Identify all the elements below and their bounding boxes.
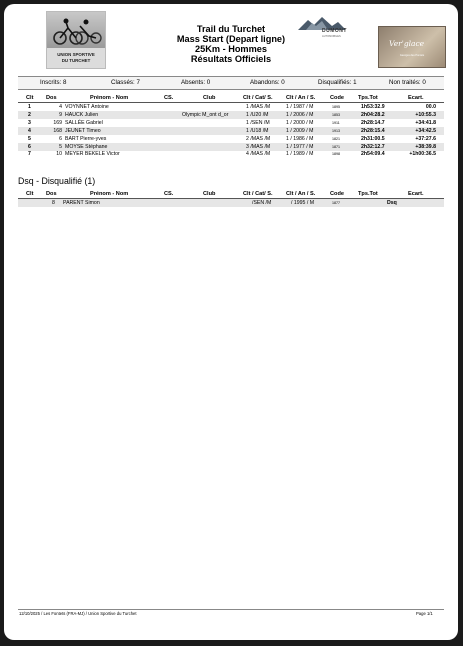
cell-time: 2h31:00.5 xyxy=(361,135,385,142)
cell-name: MEYER BEKELE Victor xyxy=(65,151,120,158)
cell-time: 2h32:12.7 xyxy=(361,143,385,150)
cell-time: 2h28:14.7 xyxy=(361,119,385,126)
race-name: 25Km - Hommes xyxy=(195,44,267,54)
cell-time: 2h28:15.4 xyxy=(361,127,385,134)
cell-clt: 7 xyxy=(28,151,31,158)
cell-time: 2h04:28.2 xyxy=(361,111,385,118)
cell-dos: 5 xyxy=(59,143,62,150)
cell-dos: 169 xyxy=(53,119,62,126)
table-row xyxy=(18,127,444,135)
cell-cltan: 1 / 2006 / M xyxy=(286,111,314,118)
summary-abandons: Abandons: 0 xyxy=(250,79,285,86)
cell-cltcat: 3 /MAS /M xyxy=(246,143,271,150)
cell-cltcat: 1 /MAS /M xyxy=(246,104,271,110)
cell-clt: 1 xyxy=(28,104,31,110)
cell-dos: 6 xyxy=(59,135,62,142)
table-row xyxy=(18,103,444,111)
page-number: Page 1/1 xyxy=(416,611,433,616)
cell-clt: 6 xyxy=(28,143,31,150)
cell-gap: +1h00:36.5 xyxy=(409,151,436,158)
table-row xyxy=(18,135,444,143)
cell-dos: 9 xyxy=(59,111,62,118)
cell-code: 1853 xyxy=(332,112,340,117)
table-row xyxy=(18,111,444,119)
cell-cltan: 1 / 2000 / M xyxy=(286,119,314,126)
footer-divider xyxy=(18,609,444,610)
cell-name: SALLÉE Gabriel xyxy=(65,119,103,126)
cell-clt: 5 xyxy=(28,135,31,142)
dsq-row: 8 PARENT Simon /SEN /M / 1995 / M 1877 Dsq xyxy=(18,199,444,207)
cell-gap: +34:41.8 xyxy=(415,119,436,126)
summary-bar xyxy=(18,76,444,90)
cell-time: 2h54:09.4 xyxy=(361,151,385,158)
cell-time: 1h53:32.9 xyxy=(361,104,385,110)
cell-gap: +37:27.6 xyxy=(415,135,436,142)
cell-cltcat: 1 /SEN /M xyxy=(246,119,270,126)
cell-code: 1871 xyxy=(332,144,340,149)
cell-cltan: 1 / 1989 / M xyxy=(286,151,314,158)
cell-name: VOYNNET Antoine xyxy=(65,104,109,110)
table-row xyxy=(18,143,444,151)
dsq-section-title: Dsq - Disqualifié (1) xyxy=(18,176,96,186)
summary-non-traites: Non traités: 0 xyxy=(389,79,426,86)
summary-absents: Absents: 0 xyxy=(181,79,211,86)
cell-gap: 00.0 xyxy=(425,104,436,110)
results-page xyxy=(4,4,458,640)
cell-clt: 3 xyxy=(28,119,31,126)
dumont-logo: DUMONT AUTOMOBILES xyxy=(298,14,364,42)
results-label: Résultats Officiels xyxy=(190,54,272,64)
summary-disqualifies: Disqualifiés: 1 xyxy=(318,79,357,86)
cell-dos: 4 xyxy=(59,104,62,110)
cell-dos: 168 xyxy=(53,127,62,134)
table-row xyxy=(18,150,444,158)
cell-dos: 10 xyxy=(56,151,62,158)
cell-gap: +10:55.3 xyxy=(415,111,436,118)
table-row xyxy=(18,119,444,127)
dsq-header: Clt Dos Prénom - Nom CS. Club Clt / Cat/ S. Clt / An / S. Code Tps.Tot Ecart. xyxy=(26,191,424,197)
results-header: Clt Dos Prénom - Nom CS. Club Clt / Cat/ S. Clt / An / S. Code Tps.Tot Ecart. xyxy=(26,95,424,101)
cell-name: JEUNET Timeo xyxy=(65,127,101,134)
cell-code: 1898 xyxy=(332,152,340,157)
summary-inscrits: Inscrits: 8 xyxy=(40,79,67,86)
cell-code: 1895 xyxy=(332,105,340,109)
cell-name: BART Pierre-yves xyxy=(65,135,107,142)
cell-cltcat: 1 /U20 /M xyxy=(246,111,269,118)
cell-cltcat: 4 /MAS /M xyxy=(246,151,271,158)
cell-code: 1821 xyxy=(332,136,340,141)
cell-cltan: 1 / 1986 / M xyxy=(286,135,314,142)
cell-code: 1911 xyxy=(332,120,340,125)
cell-cltan: 1 / 1977 / M xyxy=(286,143,314,150)
cell-gap: +34:42.5 xyxy=(415,127,436,134)
event-title: Trail du Turchet xyxy=(196,24,266,34)
cell-cltcat: 2 /MAS /M xyxy=(246,135,271,142)
cell-cltcat: 1 /U18 /M xyxy=(246,127,269,134)
cell-cltan: 1 / 2009 / M xyxy=(286,127,314,134)
cell-clt: 2 xyxy=(28,111,31,118)
union-sportive-logo: UNION SPORTIVE DU TURCHET xyxy=(46,11,106,69)
footer-info: 12/10/2025 / Les Fontets (FRA-MJ) / Union Sportive du Turchet xyxy=(19,611,137,616)
cell-club: Olympic M_ont d_or xyxy=(182,111,229,118)
event-subtitle: Mass Start (Depart ligne) xyxy=(176,34,286,44)
verglace-logo: Ver'glace Georges des Pontets xyxy=(378,26,446,68)
cell-name: HAUCK Julien xyxy=(65,111,99,118)
summary-classes: Classés: 7 xyxy=(111,79,140,86)
cell-gap: +38:39.8 xyxy=(415,143,436,150)
cell-cltan: 1 / 1987 / M xyxy=(286,104,314,110)
cell-name: MOYSE Stéphane xyxy=(65,143,108,150)
cell-code: 1913 xyxy=(332,128,340,133)
cell-clt: 4 xyxy=(28,127,31,134)
